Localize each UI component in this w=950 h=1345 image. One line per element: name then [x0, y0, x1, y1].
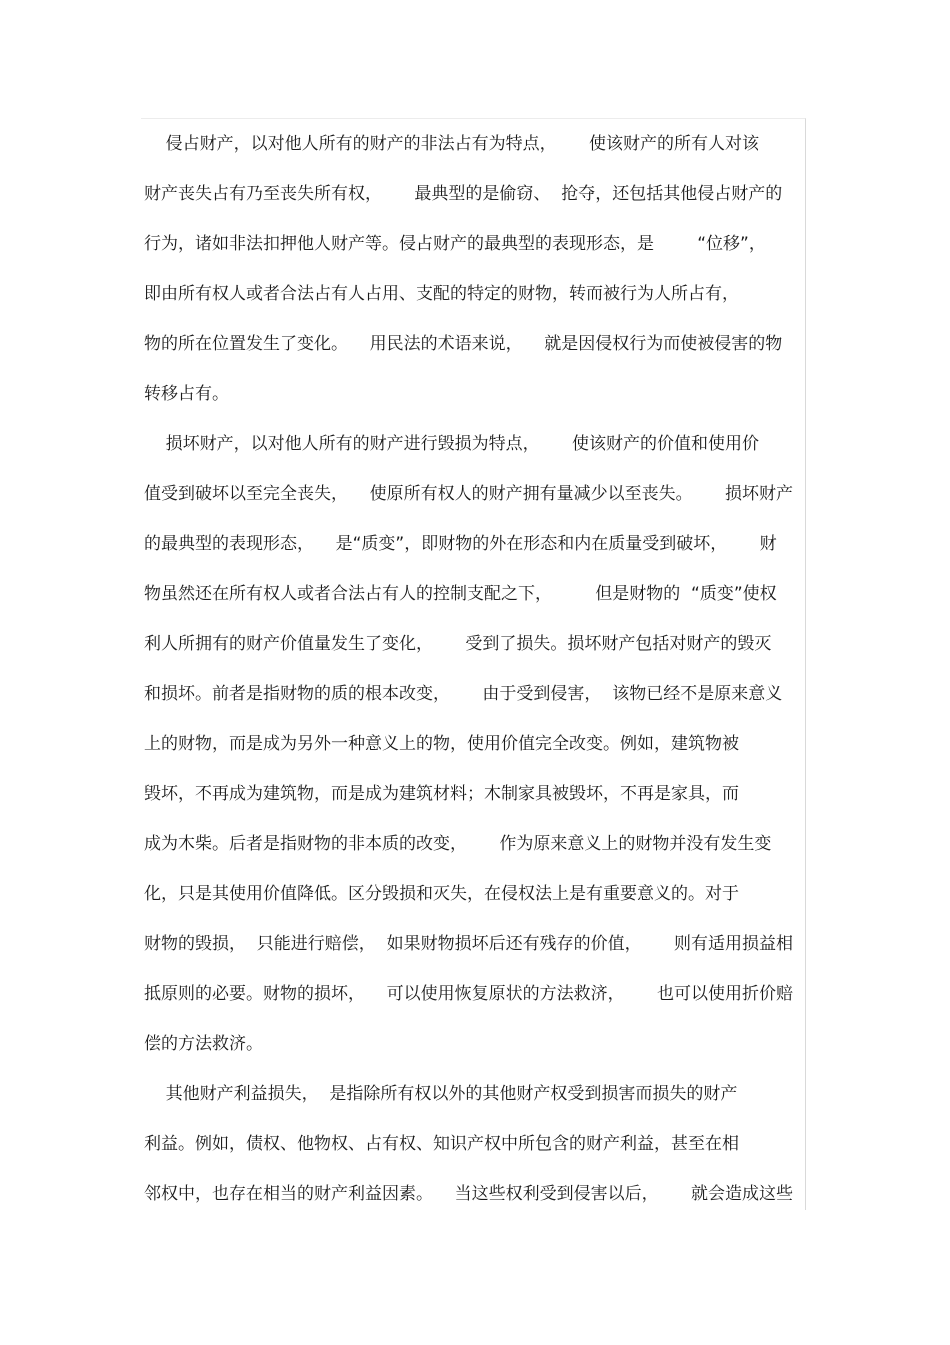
text-line: 利益。例如，债权、他物权、占有权、知识产权中所包含的财产利益，甚至在相 [144, 1134, 739, 1154]
text-line: 损坏财产，以对他人所有的财产进行毁损为特点， 使该财产的价值和使用价 [144, 434, 760, 454]
text-line: 化，只是其使用价值降低。区分毁损和灭失，在侵权法上是有重要意义的。对于 [144, 884, 739, 904]
text-line: 值受到破坏以至完全丧失， 使原所有权人的财产拥有量减少以至丧失。 损坏财产 [144, 484, 794, 504]
text-line: 的最典型的表现形态， 是“质变”，即财物的外在形态和内在质量受到破坏， 财 [144, 534, 777, 554]
text-line: 成为木柴。后者是指财物的非本质的改变， 作为原来意义上的财物并没有发生变 [144, 834, 772, 854]
text-line: 毁坏，不再成为建筑物，而是成为建筑材料；木制家具被毁坏，不再是家具，而 [144, 784, 739, 804]
text-line: 物的所在位置发生了变化。 用民法的术语来说， 就是因侵权行为而使被侵害的物 [144, 334, 783, 354]
text-line: 即由所有权人或者合法占有人占用、支配的特定的财物，转而被行为人所占有， [144, 284, 739, 304]
text-line: 财产丧失占有乃至丧失所有权， 最典型的是偷窃、 抢夺，还包括其他侵占财产的 [144, 184, 783, 204]
text-line: 抵原则的必要。财物的损坏， 可以使用恢复原状的方法救济， 也可以使用折价赔 [144, 984, 794, 1004]
text-line: 邻权中，也存在相当的财产利益因素。 当这些权利受到侵害以后， 就会造成这些 [144, 1184, 794, 1204]
text-line: 和损坏。前者是指财物的质的根本改变， 由于受到侵害， 该物已经不是原来意义 [144, 684, 783, 704]
paragraph-1 [144, 119, 808, 419]
text-line: 偿的方法救济。 [144, 1034, 263, 1054]
document-body [144, 119, 808, 1219]
text-line: 财物的毁损， 只能进行赔偿， 如果财物损坏后还有残存的价值， 则有适用损益相 [144, 934, 794, 954]
text-line: 侵占财产，以对他人所有的财产的非法占有为特点， 使该财产的所有人对该 [144, 134, 760, 154]
paragraph-3 [144, 1069, 808, 1219]
paragraph-2 [144, 419, 808, 1069]
text-line: 行为，诸如非法扣押他人财产等。侵占财产的最典型的表现形态，是 “位移”， [144, 234, 766, 254]
text-line: 上的财物，而是成为另外一种意义上的物，使用价值完全改变。例如，建筑物被 [144, 734, 739, 754]
text-line: 利人所拥有的财产价值量发生了变化， 受到了损失。损坏财产包括对财产的毁灭 [144, 634, 772, 654]
text-line: 其他财产利益损失， 是指除所有权以外的其他财产权受到损害而损失的财产 [144, 1084, 738, 1104]
text-line: 物虽然还在所有权人或者合法占有人的控制支配之下， 但是财物的 “质变”使权 [144, 584, 777, 604]
text-line: 转移占有。 [144, 384, 229, 404]
